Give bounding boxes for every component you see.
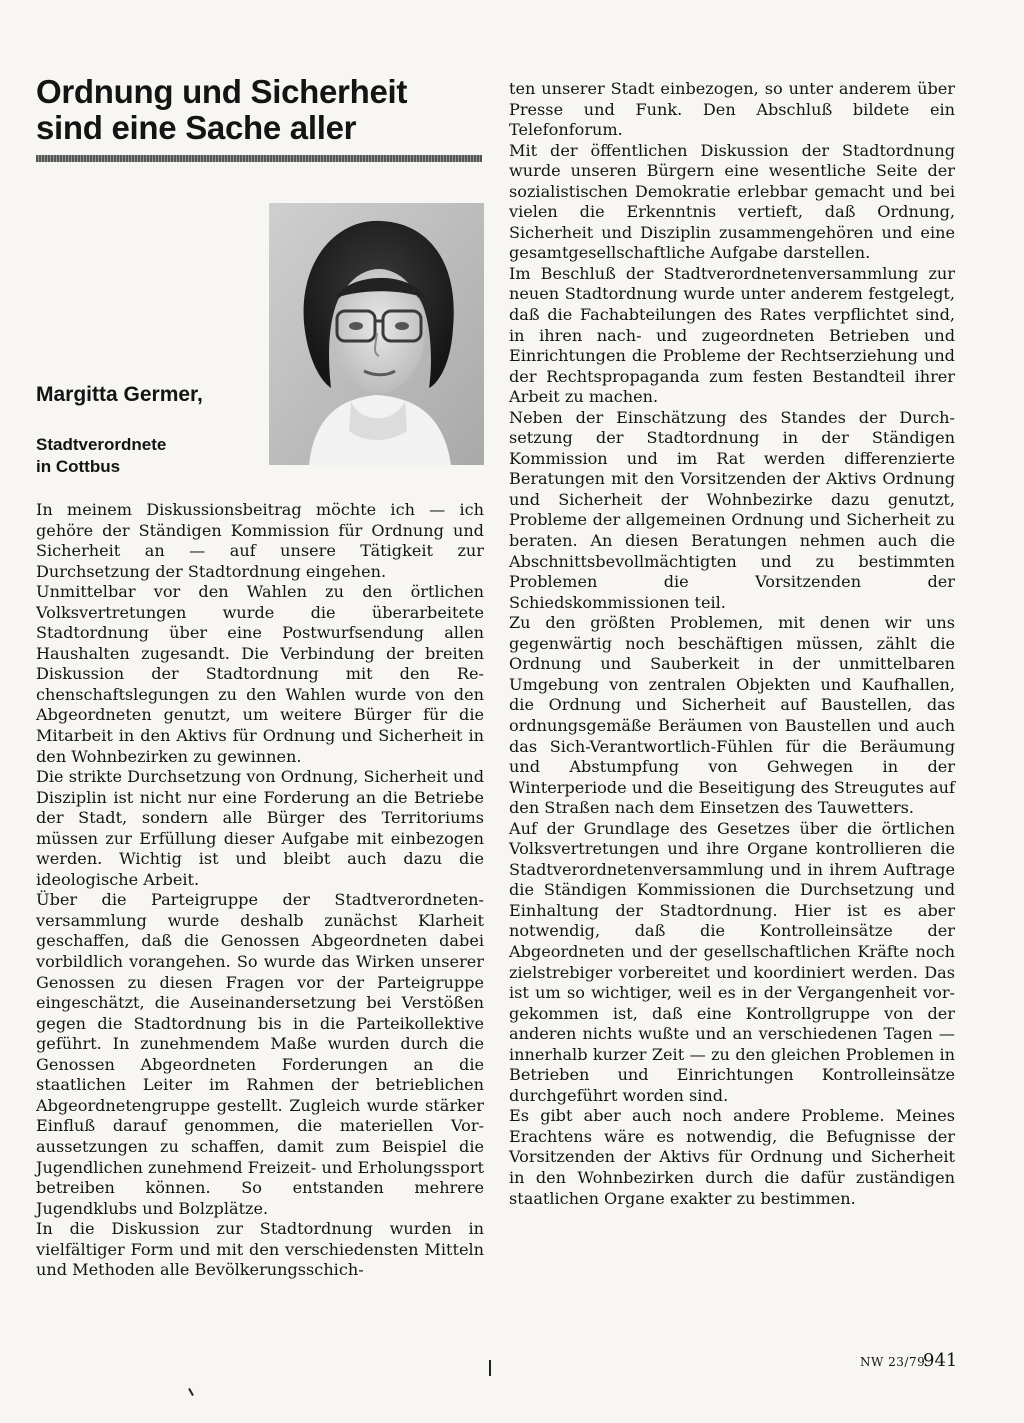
paragraph: Mit der öffentlichen Diskussion der Stadtordnung wurde unseren Bürgern eine wesentliche Seite der sozialistischen Demokratie erlebbar gemacht und bei vielen die Erkenntnis vertieft, daß Ordnung, Sicherheit und Disziplin zusammengehören und eine gesamtgesellschaftliche Aufgabe darstellen. [509, 140, 955, 263]
author-role [36, 434, 166, 478]
paragraph: Die strikte Durchsetzung von Ordnung, Sicherheit und Disziplin ist nicht nur eine Forderung an die Betriebe der Stadt, sondern alle Bürger des Territoriums müssen zur Erfüllung dieser Aufgabe mit einbezogen werden. Wichtig ist und bleibt auch dazu die ideologische Arbeit. [36, 767, 484, 889]
paragraph: In die Diskussion zur Stadtordnung wurden in vielfältiger Form und mit den verschiedensten Mitteln und Methoden alle Bevölkerungsschich- [36, 1219, 484, 1280]
paragraph: Neben der Einschätzung des Standes der Durchsetzung der Stadtordnung in der Ständigen Kommission und im Rat werden differenzierte Beratungen mit den Vorsitzenden der Aktivs Ordnung und Sicherheit der Wohnbezirke dazu genutzt, Probleme der allgemeinen Ordnung und Sicherheit zu beraten. An diesen Beratungen nehmen auch die Abschnittsbevollmächtigten und zu bestimmten Problemen die Vorsitzenden der Schiedskommissionen teil. [509, 407, 955, 612]
paragraph: Im Beschluß der Stadtverordnetenversammlung zur neuen Stadtordnung wurde unter anderem festgelegt, daß die Fachabteilungen des Rates verpflichtet sind, in ihren nach- und zugeordneten Betrieben und Einrichtungen die Probleme der Rechtserziehung und der Rechtspropaganda zum festen Bestandteil ihrer Arbeit zu machen. [509, 263, 955, 407]
left-column [36, 500, 484, 1281]
headline-rule [36, 155, 482, 162]
paragraph: Unmittelbar vor den Wahlen zu den örtlichen Volksvertretungen wurde die überarbeitete Stadtordnung über eine Postwurfsendung allen Haushalten zugesandt. Die Verbindung der breiten Diskussion der Stadtordnung mit den Rechenschaftslegungen zu den Wahlen wurde von den Abgeordneten genutzt, um weitere Bürger für die Mitarbeit in den Aktivs für Ordnung und Sicherheit in den Wohnbezirken zu gewinnen. [36, 582, 484, 766]
headline [36, 74, 486, 146]
headline-line-1: Ordnung und Sicherheit [36, 73, 408, 110]
headline-line-2: sind eine Sache aller [36, 109, 357, 146]
portrait-image [269, 203, 484, 465]
paragraph: Zu den größten Problemen, mit denen wir uns gegenwärtig noch beschäftigen müssen, zählt die Ordnung und Sauberkeit in der unmittelbaren Umgebung von zentralen Objekten und Kaufhallen, die Ordnung und Sicherheit auf Baustellen, das ordnungsgemäße Beräumen von Baustellen und auch das Sich-Verantwortlich-Fühlen für die Beräumung und Abstumpfung von Gehwegen in der Winterperiode und die Beseitigung des Streugutes auf den Straßen nach dem Einsetzen des Tauwetters. [509, 613, 955, 818]
scan-mark [489, 1360, 491, 1376]
paragraph: Auf der Grundlage des Gesetzes über die örtlichen Volksvertretungen und ihre Organe kontrollieren die Stadtverordnetenversammlung und in ihrem Auftrage die Ständigen Kommissionen die Durchsetzung und Einhaltung der Stadtordnung. Hier ist es aber notwendig, daß die Kontrolleinsätze der Abgeordneten und der gesellschaftlichen Kräfte noch zielstrebiger vorbereitet und koordiniert werden. Das ist um so wichtiger, weil es in der Vergangenheit vorgekommen ist, daß eine Kontrollgruppe von der anderen nichts wußte und an verschiedenen Tagen — innerhalb kurzer Zeit — zu den gleichen Problemen in Betrieben und Einrichtungen Kontrolleinsätze durchgeführt worden sind. [509, 818, 955, 1105]
scan-mark [188, 1388, 194, 1396]
paragraph: In meinem Diskussionsbeitrag möchte ich — ich gehöre der Ständigen Kommission für Ordnung und Sicherheit an — auf unsere Tätigkeit zur Durchsetzung der Stadtordnung eingehen. [36, 500, 484, 581]
paragraph: Über die Parteigruppe der Stadtverordnetenversammlung wurde deshalb zunächst Klarheit geschaffen, daß die Genossen Abgeordneten dabei vorbildlich vorangehen. So wurde das Wirken unserer Genossen zu diesen Fragen vor der Parteigruppe eingeschätzt, die Auseinandersetzung bei Verstößen gegen die Stadtordnung bis in die Parteikollektive geführt. In zunehmendem Maße wurden durch die Genossen Abgeordneten Forderungen an die staatlichen Leiter im Rahmen der betrieblichen Abgeordnetengruppe gestellt. Zugleich wurde stärker Einfluß darauf genommen, die materiellen Voraussetzungen zu schaffen, damit zum Beispiel die Jugendlichen zunehmend Freizeit- und Erholungssport betreiben können. So entstanden mehrere Jugendklubs und Bolzplätze. [36, 890, 484, 1218]
author-name: Margitta Germer, [36, 383, 203, 406]
author-role-line-1: Stadtverordnete [36, 435, 167, 454]
paragraph: ten unserer Stadt einbezogen, so unter anderem über Presse und Funk. Den Abschluß bildete ein Telefonforum. [509, 79, 955, 140]
right-column [509, 79, 955, 1209]
page-number: 941 [923, 1350, 958, 1371]
issue-number: NW 23/79 [860, 1355, 926, 1369]
author-role-line-2: in Cottbus [36, 457, 121, 476]
paragraph: Es gibt aber auch noch andere Probleme. Meines Erachtens wäre es notwendig, die Befugnisse der Vorsitzenden der Aktivs für Ordnung und Sicherheit in den Wohnbezirken durch die dafür zuständigen staatlichen Organe exakter zu bestimmen. [509, 1106, 955, 1208]
author-portrait [269, 203, 484, 465]
